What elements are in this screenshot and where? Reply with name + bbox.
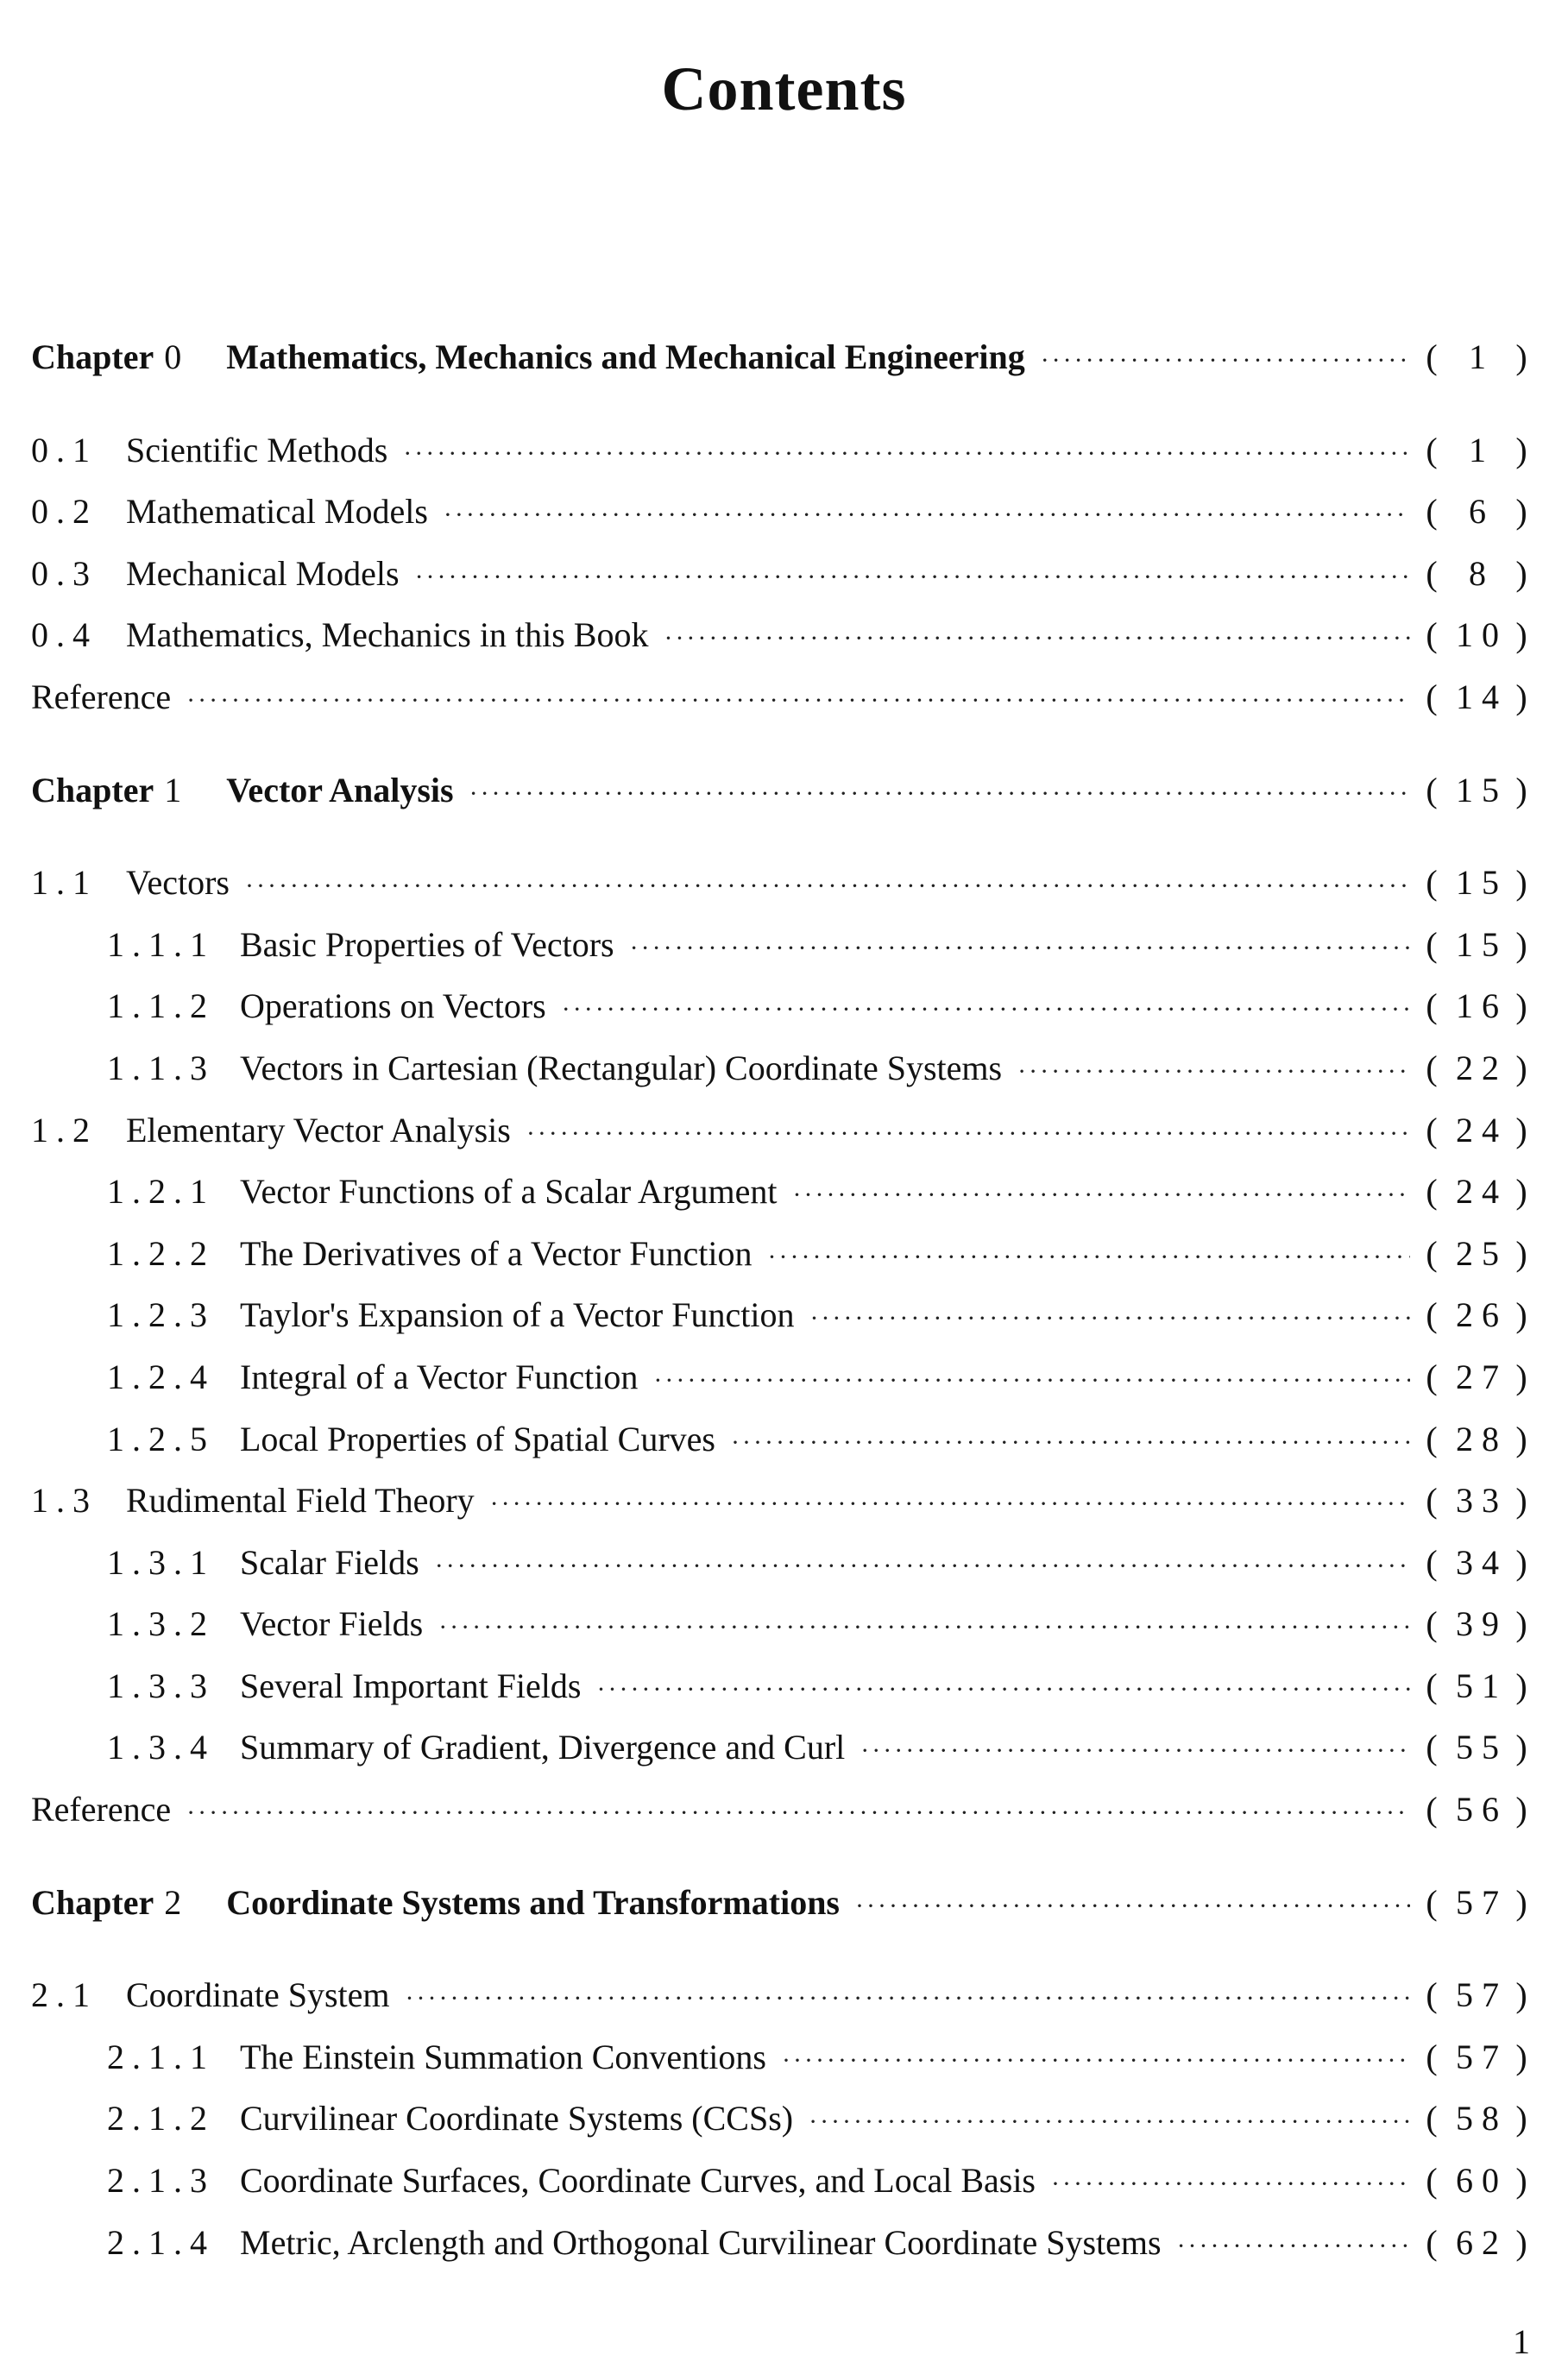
dot-leader [630, 934, 1410, 963]
toc-entry-sub[interactable] [31, 1233, 1533, 1295]
section-number: 1.1.3 [107, 1048, 215, 1087]
open-paren: ( [1426, 677, 1443, 716]
dot-leader [490, 1490, 1410, 1519]
dot-leader [768, 1243, 1410, 1272]
open-paren: ( [1426, 1975, 1443, 2015]
section-title: Summary of Gradient, Divergence and Curl [240, 1728, 846, 1767]
open-paren: ( [1426, 1110, 1443, 1150]
section-title: Vectors in Cartesian (Rectangular) Coordinate Systems [240, 1048, 1003, 1087]
page-number-ref: 34 [1456, 1542, 1508, 1582]
chapter-word: Chapter [31, 1882, 154, 1922]
dot-leader [596, 1675, 1410, 1704]
open-paren: ( [1426, 1542, 1443, 1582]
open-paren: ( [1426, 1666, 1443, 1705]
section-number: 1.2 [31, 1110, 98, 1150]
page-reference [1426, 553, 1533, 594]
page-number-ref: 39 [1456, 1604, 1508, 1644]
dot-leader [1041, 346, 1410, 375]
dot-leader [435, 1552, 1410, 1581]
toc-entry-section[interactable] [31, 553, 1533, 615]
close-paren: ) [1515, 553, 1533, 593]
entry-label [31, 1789, 171, 1830]
open-paren: ( [1426, 1048, 1443, 1087]
page-reference [1426, 1110, 1533, 1150]
toc-entry-sub[interactable] [31, 2160, 1533, 2222]
toc-entry-reference[interactable] [31, 1789, 1533, 1851]
section-title: Mathematical Models [126, 492, 428, 532]
chapter-word: Chapter [31, 770, 154, 809]
toc-entry-sub[interactable] [31, 1171, 1533, 1233]
toc-entry-sub[interactable] [31, 1666, 1533, 1728]
page-reference [1426, 924, 1533, 965]
close-paren: ) [1515, 2161, 1533, 2201]
dot-leader [731, 1428, 1410, 1458]
page-reference [1426, 2098, 1533, 2138]
open-paren: ( [1426, 1604, 1443, 1644]
toc-entry-section[interactable] [31, 1480, 1533, 1542]
chapter-number: 2 [164, 1882, 182, 1922]
page-number-ref: 1 [1469, 337, 1495, 376]
page-number-ref: 6 [1469, 492, 1495, 532]
section-number: 0.4 [31, 615, 98, 655]
entry-label [107, 1294, 794, 1335]
section-title: Several Important Fields [240, 1666, 582, 1705]
page-reference [1426, 491, 1533, 532]
dot-leader [403, 439, 1410, 469]
entry-label [31, 770, 454, 810]
section-number: 0.2 [31, 492, 98, 532]
dot-leader [1017, 1057, 1410, 1087]
page-reference [1426, 1727, 1533, 1767]
close-paren: ) [1515, 924, 1533, 964]
close-paren: ) [1515, 863, 1533, 903]
entry-label [107, 2098, 793, 2138]
entry-label [107, 1419, 715, 1459]
chapter-word: Chapter [31, 337, 154, 376]
entry-label [107, 1603, 423, 1644]
dot-leader [653, 1366, 1410, 1395]
page-reference [1426, 986, 1533, 1026]
section-title: Metric, Arclength and Orthogonal Curvilinear Coordinate Systems [240, 2222, 1162, 2262]
toc-entry-sub[interactable] [31, 1357, 1533, 1419]
section-number: 2.1.3 [107, 2161, 215, 2201]
entry-label [31, 337, 1025, 377]
page-number-ref: 62 [1456, 2222, 1508, 2262]
entry-label [31, 491, 428, 532]
entry-label [31, 862, 230, 903]
chapter-number: 1 [164, 770, 182, 809]
section-title: Vectors [126, 863, 230, 903]
dot-leader [245, 872, 1410, 901]
section-number: 2.1.1 [107, 2037, 215, 2076]
page-number-ref: 28 [1456, 1419, 1508, 1458]
toc-entry-sub[interactable] [31, 1048, 1533, 1110]
open-paren: ( [1426, 2037, 1443, 2076]
chapter-number: 0 [164, 337, 182, 376]
open-paren: ( [1426, 1882, 1443, 1922]
entry-label [31, 1882, 840, 1923]
open-paren: ( [1426, 1295, 1443, 1335]
close-paren: ) [1515, 2099, 1533, 2138]
entry-label [107, 2037, 766, 2077]
entry-label [31, 677, 171, 717]
section-number: 1.2.5 [107, 1419, 215, 1458]
page-number-ref: 1 [1469, 430, 1495, 469]
close-paren: ) [1515, 1357, 1533, 1396]
section-number: 1.1 [31, 863, 98, 903]
open-paren: ( [1426, 1728, 1443, 1767]
entry-label [107, 2222, 1162, 2263]
page-number-ref: 15 [1456, 863, 1508, 903]
dot-leader [1051, 2170, 1410, 2199]
section-title: Elementary Vector Analysis [126, 1110, 511, 1150]
open-paren: ( [1426, 615, 1443, 655]
section-number: 0.1 [31, 430, 98, 469]
entry-label [31, 614, 648, 655]
dot-leader [469, 779, 1410, 809]
dot-leader [186, 1798, 1410, 1828]
page-reference [1426, 614, 1533, 655]
section-title: Rudimental Field Theory [126, 1481, 475, 1521]
open-paren: ( [1426, 1790, 1443, 1830]
close-paren: ) [1515, 430, 1533, 469]
page-number: 1 [1513, 2322, 1530, 2361]
chapter-title: Coordinate Systems and Transformations [226, 1882, 840, 1922]
section-number: 0.3 [31, 553, 98, 593]
open-paren: ( [1426, 553, 1443, 593]
section-title: The Einstein Summation Conventions [240, 2037, 766, 2076]
dot-leader [406, 1984, 1410, 2013]
section-title: Curvilinear Coordinate Systems (CCSs) [240, 2099, 794, 2138]
close-paren: ) [1515, 1295, 1533, 1335]
dot-leader [562, 995, 1410, 1024]
open-paren: ( [1426, 2099, 1443, 2138]
close-paren: ) [1515, 1728, 1533, 1767]
page-reference [1426, 1480, 1533, 1521]
entry-label [31, 1480, 475, 1521]
toc-entry-section[interactable] [31, 614, 1533, 677]
entry-label [31, 1110, 511, 1150]
page-reference [1426, 430, 1533, 470]
page-reference [1426, 1357, 1533, 1397]
close-paren: ) [1515, 492, 1533, 532]
entry-label [107, 1727, 845, 1767]
section-number: 1.3 [31, 1481, 98, 1521]
entry-label [31, 553, 400, 594]
open-paren: ( [1426, 430, 1443, 469]
chapter-title: Mathematics, Mechanics and Mechanical Engineering [226, 337, 1025, 376]
close-paren: ) [1515, 677, 1533, 716]
section-number: 1.2.4 [107, 1357, 215, 1396]
section-title: Taylor's Expansion of a Vector Function [240, 1295, 795, 1335]
dot-leader [809, 1304, 1410, 1333]
page-number-ref: 24 [1456, 1172, 1508, 1212]
section-number: 1.2.2 [107, 1233, 215, 1273]
entry-label [107, 2160, 1036, 2201]
open-paren: ( [1426, 924, 1443, 964]
page-number-ref: 27 [1456, 1357, 1508, 1396]
section-title: Scientific Methods [126, 430, 388, 469]
section-title: Mechanical Models [126, 553, 400, 593]
section-title: Integral of a Vector Function [240, 1357, 639, 1396]
page-number-ref: 26 [1456, 1295, 1508, 1335]
dot-leader [526, 1119, 1410, 1149]
section-number: 1.2.3 [107, 1295, 215, 1335]
open-paren: ( [1426, 1481, 1443, 1521]
close-paren: ) [1515, 1790, 1533, 1830]
table-of-contents [31, 337, 1533, 2283]
close-paren: ) [1515, 337, 1533, 376]
toc-entry-sub[interactable] [31, 1294, 1533, 1357]
page-number-ref: 55 [1456, 1728, 1508, 1767]
close-paren: ) [1515, 615, 1533, 655]
close-paren: ) [1515, 1542, 1533, 1582]
toc-entry-sub[interactable] [31, 2037, 1533, 2099]
dot-leader [415, 563, 1410, 592]
page-reference [1426, 2160, 1533, 2201]
entry-label [107, 1171, 777, 1212]
entry-label [31, 1975, 390, 2015]
open-paren: ( [1426, 986, 1443, 1026]
close-paren: ) [1515, 1419, 1533, 1458]
entry-label [107, 1542, 419, 1583]
section-number: 1.3.3 [107, 1666, 215, 1705]
page-number-ref: 8 [1469, 553, 1495, 593]
page-reference [1426, 677, 1533, 717]
page-number-ref: 51 [1456, 1666, 1508, 1705]
page-number-ref: 57 [1456, 2037, 1508, 2076]
page-number-ref: 57 [1456, 1882, 1508, 1922]
close-paren: ) [1515, 2222, 1533, 2262]
page-reference [1426, 770, 1533, 810]
section-title: Scalar Fields [240, 1542, 419, 1582]
close-paren: ) [1515, 770, 1533, 809]
toc-entry-sub[interactable] [31, 1603, 1533, 1666]
section-number: 1.1.2 [107, 986, 215, 1026]
reference-title: Reference [31, 677, 172, 716]
section-number: 1.3.1 [107, 1542, 215, 1582]
close-paren: ) [1515, 1666, 1533, 1705]
toc-entry-section[interactable] [31, 1110, 1533, 1172]
section-title: Vector Functions of a Scalar Argument [240, 1172, 778, 1212]
page-number-ref: 24 [1456, 1110, 1508, 1150]
section-number: 1.3.4 [107, 1728, 215, 1767]
close-paren: ) [1515, 1975, 1533, 2015]
page-reference [1426, 1789, 1533, 1830]
dot-leader [1177, 2232, 1410, 2261]
page-number-ref: 15 [1456, 924, 1508, 964]
section-number: 2.1.2 [107, 2099, 215, 2138]
toc-entry-sub[interactable] [31, 1542, 1533, 1604]
page-reference [1426, 862, 1533, 903]
page-reference [1426, 1171, 1533, 1212]
close-paren: ) [1515, 1110, 1533, 1150]
open-paren: ( [1426, 2161, 1443, 2201]
entry-label [107, 924, 614, 965]
toc-entry-chapter[interactable] [31, 1882, 1533, 1944]
section-number: 1.2.1 [107, 1172, 215, 1212]
section-title: Coordinate Surfaces, Coordinate Curves, and Local Basis [240, 2161, 1036, 2201]
page-number-ref: 57 [1456, 1975, 1508, 2015]
page-number-ref: 10 [1456, 615, 1508, 655]
close-paren: ) [1515, 1882, 1533, 1922]
close-paren: ) [1515, 1233, 1533, 1273]
dot-leader [782, 2046, 1410, 2075]
toc-entry-reference[interactable] [31, 677, 1533, 739]
entry-label [107, 1357, 638, 1397]
reference-title: Reference [31, 1790, 172, 1830]
page-number-ref: 56 [1456, 1790, 1508, 1830]
section-number: 2.1 [31, 1975, 98, 2015]
entry-label [107, 1666, 581, 1706]
open-paren: ( [1426, 770, 1443, 809]
section-number: 1.1.1 [107, 924, 215, 964]
close-paren: ) [1515, 1604, 1533, 1644]
page-number-ref: 58 [1456, 2099, 1508, 2138]
open-paren: ( [1426, 863, 1443, 903]
page-title: Contents [661, 54, 907, 123]
page-number-ref: 60 [1456, 2161, 1508, 2201]
section-number: 1.3.2 [107, 1604, 215, 1644]
entry-label [107, 1048, 1002, 1088]
open-paren: ( [1426, 1419, 1443, 1458]
page-number-ref: 16 [1456, 986, 1508, 1026]
entry-label [107, 1233, 753, 1274]
page-reference [1426, 1975, 1533, 2015]
toc-entry-sub[interactable] [31, 924, 1533, 986]
toc-entry-sub[interactable] [31, 1419, 1533, 1481]
dot-leader [186, 686, 1410, 715]
page-reference [1426, 1294, 1533, 1335]
dot-leader [860, 1736, 1410, 1766]
page-reference [1426, 2222, 1533, 2263]
section-title: The Derivatives of a Vector Function [240, 1233, 753, 1273]
close-paren: ) [1515, 986, 1533, 1026]
toc-entry-section[interactable] [31, 862, 1533, 924]
page-number-ref: 15 [1456, 770, 1508, 809]
close-paren: ) [1515, 2037, 1533, 2076]
close-paren: ) [1515, 1048, 1533, 1087]
section-title: Operations on Vectors [240, 986, 546, 1026]
page-reference [1426, 1233, 1533, 1274]
section-title: Mathematics, Mechanics in this Book [126, 615, 649, 655]
entry-label [107, 986, 546, 1026]
toc-entry-section[interactable] [31, 1975, 1533, 2037]
page-reference [1426, 1419, 1533, 1459]
open-paren: ( [1426, 1233, 1443, 1273]
page-reference [1426, 337, 1533, 377]
page-reference [1426, 1542, 1533, 1583]
toc-entry-section[interactable] [31, 491, 1533, 553]
open-paren: ( [1426, 1172, 1443, 1212]
dot-leader [438, 1613, 1410, 1642]
toc-entry-chapter[interactable] [31, 337, 1533, 399]
toc-entry-section[interactable] [31, 430, 1533, 492]
dot-leader [809, 2107, 1410, 2137]
dot-leader [855, 1892, 1410, 1921]
open-paren: ( [1426, 337, 1443, 376]
open-paren: ( [1426, 2222, 1443, 2262]
page-number-ref: 22 [1456, 1048, 1508, 1087]
close-paren: ) [1515, 1481, 1533, 1521]
page-reference [1426, 1048, 1533, 1088]
toc-entry-sub[interactable] [31, 2222, 1533, 2284]
page-reference [1426, 1666, 1533, 1706]
section-title: Basic Properties of Vectors [240, 924, 614, 964]
dot-leader [664, 624, 1410, 653]
entry-label [31, 430, 387, 470]
page-reference [1426, 1882, 1533, 1923]
section-title: Local Properties of Spatial Curves [240, 1419, 715, 1458]
open-paren: ( [1426, 492, 1443, 532]
section-number: 2.1.4 [107, 2222, 215, 2262]
toc-entry-chapter[interactable] [31, 770, 1533, 832]
page-number-ref: 14 [1456, 677, 1508, 716]
dot-leader [792, 1181, 1410, 1210]
section-title: Vector Fields [240, 1604, 424, 1644]
chapter-title: Vector Analysis [226, 770, 454, 809]
toc-entry-sub[interactable] [31, 1727, 1533, 1789]
page-number-ref: 25 [1456, 1233, 1508, 1273]
toc-entry-sub[interactable] [31, 986, 1533, 1048]
page-number-ref: 33 [1456, 1481, 1508, 1521]
dot-leader [444, 501, 1410, 530]
open-paren: ( [1426, 1357, 1443, 1396]
toc-entry-sub[interactable] [31, 2098, 1533, 2160]
page-reference [1426, 2037, 1533, 2077]
page-reference [1426, 1603, 1533, 1644]
close-paren: ) [1515, 1172, 1533, 1212]
section-title: Coordinate System [126, 1975, 390, 2015]
